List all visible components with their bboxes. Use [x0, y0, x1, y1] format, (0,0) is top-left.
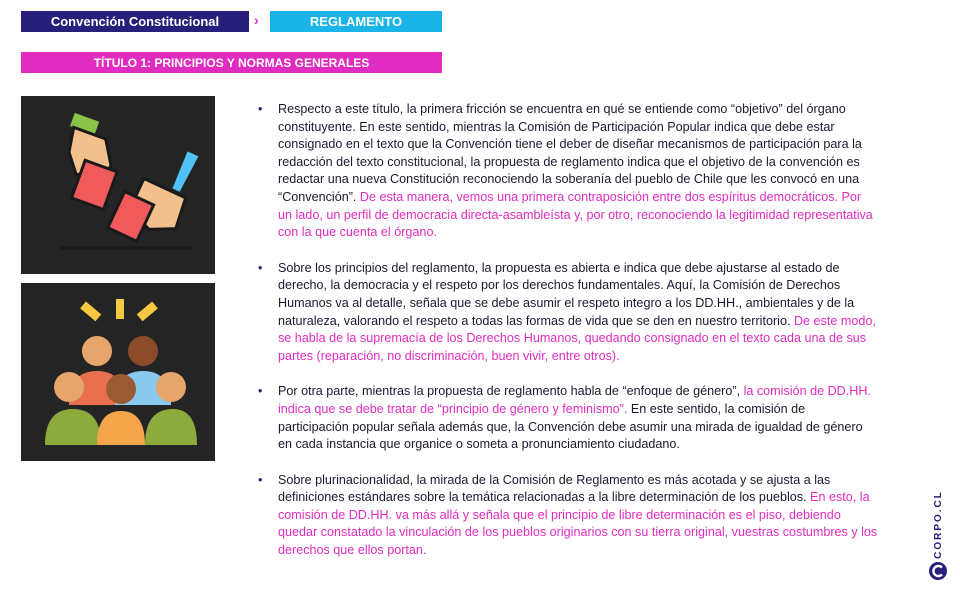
paragraph-highlight: De este modo, se habla de la supremacía de los Derechos Humanos, quedando consignado en el texto cada una de sus partes (reparación, no discriminación, buen vivir, entre otros). — [278, 313, 876, 363]
paragraph-text: Sobre los principios del reglamento, la propuesta es abierta e indica que debe ajustarse al estado de derecho, la democracia y el respeto por los derechos fundamentales. Aquí, la Comisión de Derechos Humanos va al detalle, señala que se debe asumir el respeto integro a los DD.HH., ambientales y de la naturaleza, valorando el respeto a todas las formas de vida que se den en nuestro territorio. — [278, 260, 855, 328]
breadcrumb-separator-icon: › — [254, 12, 259, 28]
brand-text: CORPO.CL — [932, 489, 944, 559]
paragraph-text: En este sentido, la comisión de participación popular señala además que, la Convención debe asumir una mirada de igualdad de género en cada instancia que organice o someta a pronunciamiento ciudadano. — [278, 401, 863, 452]
paragraph-highlight: la comisión de DD.HH. indica que se debe tratar de “principio de género y feminismo”. — [278, 384, 871, 416]
paragraph-objetivo — [258, 101, 878, 242]
corpo-logo-icon — [929, 562, 947, 580]
diverse-people-group-icon — [21, 283, 215, 461]
paragraph-text: Respecto a este título, la primera fricción se encuentra en qué se entiende como “objetivo” del órgano constituyente. En este sentido, mientras la Comisión de Participación Popular indica que debe estar consignado en el texto que la Convención tiene el deber de diseñar mecanismos de participación para la redacción del texto constitucional, la propuesta de reglamento indica que el objetivo de la convención es redactar una nueva Constitución reconociendo la soberanía del pueblo de Chile que les convocó en una “Convención”. — [278, 102, 862, 204]
section-title: TÍTULO 1: PRINCIPIOS Y NORMAS GENERALES — [21, 52, 442, 73]
paragraph-highlight: De esta manera, vemos una primera contraposición entre dos espíritus democráticos. Por un lado, un perfil de democracia directa-asambleísta y, por otro, reconociendo la legitimidad representativa con la que cuenta el órgano. — [278, 189, 873, 240]
main-content — [258, 101, 878, 578]
brand-corpo — [926, 488, 950, 584]
bullet-icon: • — [258, 472, 263, 487]
paragraph-plurinacionalidad — [258, 472, 878, 560]
breadcrumb-reglamento[interactable]: REGLAMENTO — [270, 11, 442, 32]
bullet-icon: • — [258, 102, 263, 116]
paragraph-text: Por otra parte, mientras la propuesta de reglamento habla de “enfoque de género”, — [278, 384, 744, 399]
paragraph-genero — [258, 383, 878, 453]
brand-name — [926, 488, 950, 560]
bullet-icon: • — [258, 260, 263, 275]
breadcrumb-convencion[interactable]: Convención Constitucional — [21, 11, 249, 32]
paragraph-principios — [258, 260, 878, 366]
paragraph-highlight: En esto, la comisión de DD.HH. va más allá y señala que el principio de libre determinación es el piso, debiendo quedar constatado la vinculación de los pueblos originarios con su tierra original, vuestras costumbres y los derechos que ellos portan. — [278, 490, 878, 558]
ballot-vote-icon — [21, 96, 215, 274]
bullet-icon: • — [258, 384, 263, 399]
paragraph-text: Sobre plurinacionalidad, la mirada de la Comisión de Reglamento es más acotada y se ajusta a las definiciones estándares sobre la temática relacionadas a la libre determinación de los pueblos. — [278, 472, 831, 505]
